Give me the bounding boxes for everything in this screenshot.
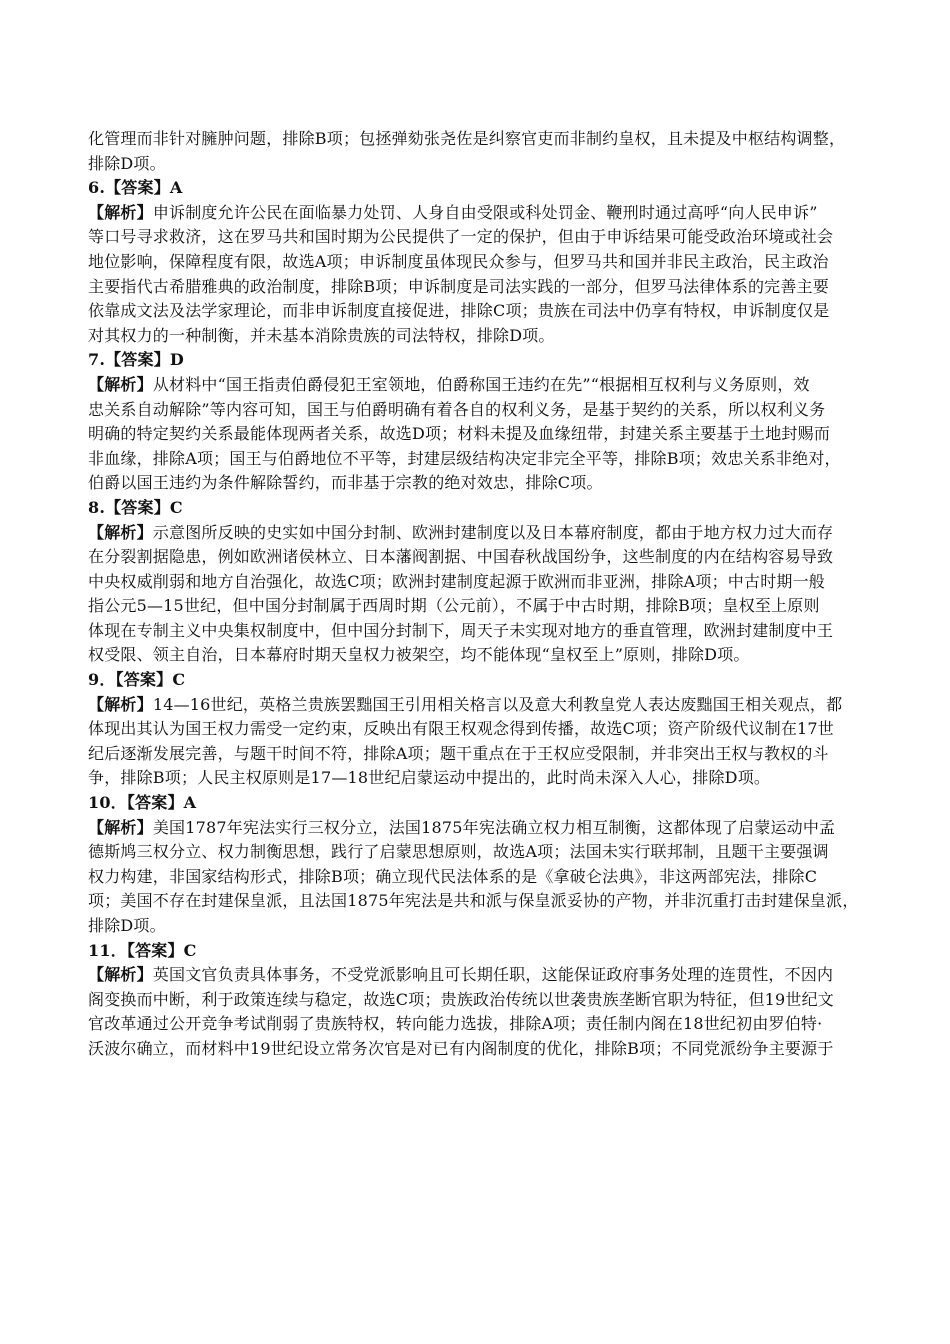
explanation-line: 依靠成文法及法学家理论，而非申诉制度直接促进，排除C项；贵族在司法中仍享有特权，申诉制度仅是 xyxy=(88,301,830,321)
explanation-label: 【解析】 xyxy=(88,522,153,542)
explanation-line: 争，排除B项；人民主权原则是17—18世纪启蒙运动中提出的，此时尚未深入人心，排除D项。 xyxy=(88,768,771,788)
explanation-line: 排除D项。 xyxy=(88,916,166,935)
explanation-line: 权力构建，非国家结构形式，排除B项；确立现代民法体系的是《拿破仑法典》，非这两部宪法，排除C xyxy=(88,866,818,886)
explanation-line: 中央权威削弱和地方自治强化，故选C项；欧洲封建制度起源于欧洲而非亚洲，排除A项；中古时期一般 xyxy=(88,571,825,591)
answer-heading-11: 11．【答案】C xyxy=(88,940,197,960)
explanation-line: 忠关系自动解除”等内容可知，国王与伯爵明确有着各自的权利义务，是基于契约的关系，所以权利义务 xyxy=(88,399,826,419)
explanation-line: 非血缘，排除A项；国王与伯爵地位不平等，封建层级结构决定非完全平等，排除B项；效忠关系非绝对， xyxy=(88,448,841,468)
explanation-line: 指公元5—15世纪，但中国分封制属于西周时期（公元前），不属于中古时期，排除B项；皇权至上原则 xyxy=(88,596,820,616)
explanation-line: 体现在专制主义中央集权制度中，但中国分封制下，周天子未实现对地方的垂直管理，欧洲封建制度中王 xyxy=(88,620,834,640)
continuation-line: 化管理而非针对臃肿问题，排除B项；包拯弹劾张尧佐是纠察官吏而非制约皇权，且未提及中枢结构调整， xyxy=(88,129,846,148)
explanation-line: 体现出其认为国王权力需受一定约束，反映出有限王权观念得到传播，故选C项；资产阶级代议制在17世 xyxy=(88,719,835,739)
explanation-line: 【解析】从材料中“国王指责伯爵侵犯王室领地，伯爵称国王违约在先”“根据相互权利与义务原则，效 xyxy=(88,374,810,394)
explanation-label: 【解析】 xyxy=(88,202,153,222)
explanation-line: 官改革通过公开竞争考试削弱了贵族特权，转向能力选拔，排除A项；责任制内阁在18世纪初由罗伯特· xyxy=(88,1014,823,1034)
explanation-line: 沃波尔确立，而材料中19世纪设立常务次官是对已有内阁制度的优化，排除B项；不同党派纷争主要源于 xyxy=(88,1038,834,1058)
explanation-label: 【解析】 xyxy=(88,817,153,837)
explanation-label: 【解析】 xyxy=(88,965,153,985)
explanation-line: 主要指代古希腊雅典的政治制度，排除B项；申诉制度是司法实践的一部分，但罗马法律体系的完善主要 xyxy=(88,276,829,296)
explanation-line: 在分裂割据隐患，例如欧洲诸侯林立、日本藩阀割据、中国春秋战国纷争，这些制度的内在结构容易导致 xyxy=(88,547,834,567)
answer-heading-9: 9．【答案】C xyxy=(88,670,186,690)
answer-heading-7: 7.【答案】D xyxy=(88,350,184,370)
explanation-line: 对其权力的一种制衡，并未基本消除贵族的司法特权，排除D项。 xyxy=(88,325,555,345)
explanation-line: 权受限、领主自治，日本幕府时期天皇权力被架空，均不能体现“皇权至上”原则，排除D项。 xyxy=(88,645,750,665)
explanation-label: 【解析】 xyxy=(88,694,153,714)
explanation-line: 【解析】申诉制度允许公民在面临暴力处罚、人身自由受限或科处罚金、鞭刑时通过高呼“向人民申诉” xyxy=(88,202,818,222)
explanation-line: 地位影响，保障程度有限，故选A项；申诉制度虽体现民众参与，但罗马共和国并非民主政治，民主政治 xyxy=(88,251,829,271)
explanation-line: 明确的特定契约关系最能体现两者关系，故选D项；材料未提及血缘纽带，封建关系主要基于土地封赐而 xyxy=(88,424,831,444)
answer-explanation-page xyxy=(88,127,878,1062)
explanation-line: 【解析】英国文官负责具体事务，不受党派影响且可长期任职，这能保证政府事务处理的连贯性，不因内 xyxy=(88,965,834,985)
answer-heading-6: 6.【答案】A xyxy=(88,178,183,198)
continuation-line: 排除D项。 xyxy=(88,153,166,173)
explanation-label: 【解析】 xyxy=(88,374,153,394)
explanation-line: 等口号寻求救济，这在罗马共和国时期为公民提供了一定的保护，但由于申诉结果可能受政治环境或社会 xyxy=(88,227,834,247)
explanation-line: 项；美国不存在封建保皇派，且法国1875年宪法是共和派与保皇派妥协的产物，并非沉重打击封建保皇派， xyxy=(88,891,859,911)
answer-heading-10: 10．【答案】A xyxy=(88,793,197,813)
answer-heading-8: 8.【答案】C xyxy=(88,497,183,517)
explanation-line: 【解析】美国1787年宪法实行三权分立，法国1875年宪法确立权力相互制衡，这都体现了启蒙运动中孟 xyxy=(88,817,836,837)
explanation-line: 德斯鸠三权分立、权力制衡思想，践行了启蒙思想原则，故选A项；法国未实行联邦制，且题干主要强调 xyxy=(88,842,829,862)
explanation-line: 【解析】示意图所反映的史实如中国分封制、欧洲封建制度以及日本幕府制度，都由于地方权力过大而存 xyxy=(88,522,834,542)
explanation-line: 阁变换而中断，利于政策连续与稳定，故选C项；贵族政治传统以世袭贵族垄断官职为特征，但19世纪文 xyxy=(88,989,835,1009)
explanation-line: 纪后逐渐发展完善，与题干时间不符，排除A项；题干重点在于王权应受限制，并非突出王权与教权的斗 xyxy=(88,743,829,763)
explanation-line: 伯爵以国王违约为条件解除誓约，而非基于宗教的绝对效忠，排除C项。 xyxy=(88,473,603,493)
explanation-line: 【解析】14—16世纪，英格兰贵族罢黜国王引用相关格言以及意大利教皇党人表达废黜国王相关观点，都 xyxy=(88,694,843,714)
